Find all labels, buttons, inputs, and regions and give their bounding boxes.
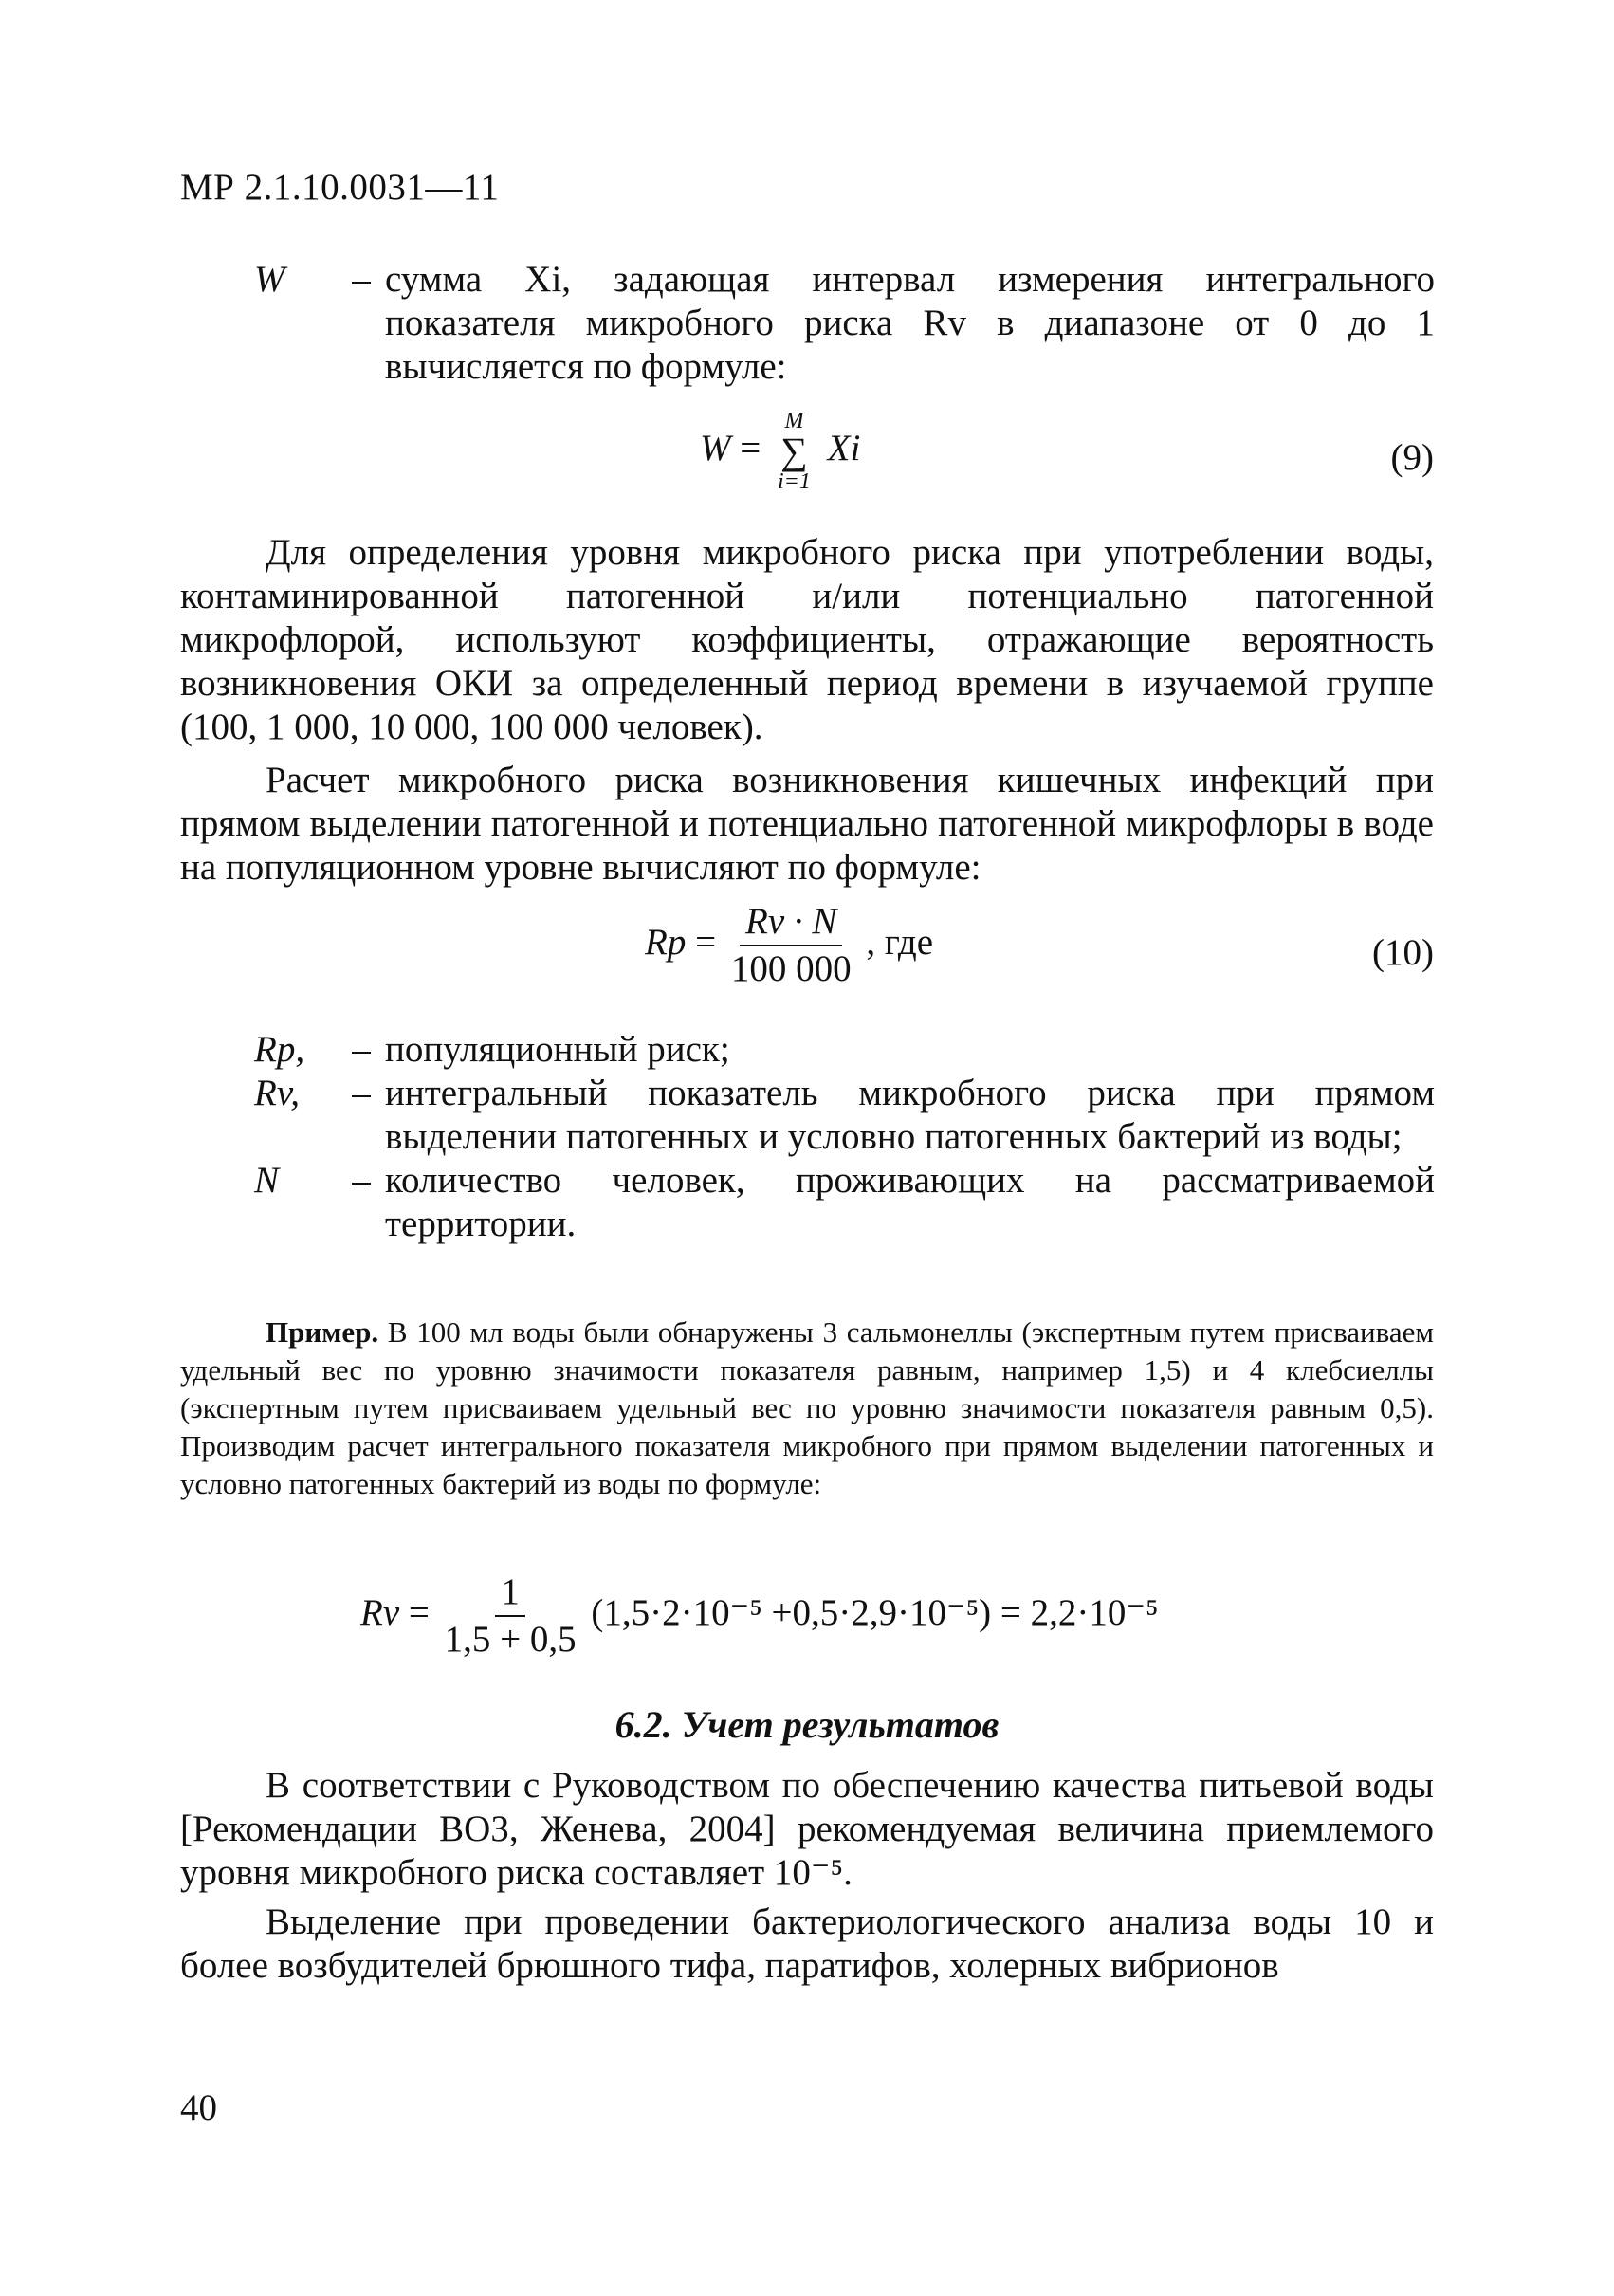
page-number: 40	[180, 2087, 217, 2128]
formula-lhs: Rp	[645, 921, 687, 963]
formula-lhs: Rv	[360, 1591, 400, 1633]
formula-tail: , где	[866, 921, 934, 963]
sum-lower-limit: i=1	[778, 469, 811, 494]
section-title: 6.2. Учет результатов	[614, 1703, 1000, 1746]
fraction-denominator: 1,5 + 0,5	[444, 1619, 577, 1660]
fraction-numerator: 1	[495, 1570, 525, 1617]
fraction	[439, 1570, 582, 1662]
formula-example	[360, 1570, 1159, 1662]
formula-lhs: W	[700, 427, 731, 468]
definitions-list	[254, 1028, 1435, 1246]
definition-symbol: N	[254, 1160, 280, 1201]
fraction	[725, 899, 857, 992]
formula-equals: =	[408, 1591, 430, 1633]
paragraph-isolation: Выделение при проведении бактериологического анализа воды 10 и более возбудителей брюшного тифа, паратифов, холерных вибрионов	[180, 1901, 1434, 1986]
sum-operator	[778, 410, 811, 493]
formula-9	[700, 410, 860, 493]
document-code-header: МР 2.1.10.0031—11	[180, 167, 500, 208]
definition-w	[254, 258, 1435, 389]
example-text: В 100 мл воды были обнаружены 3 сальмонеллы (экспертным путем присваиваем удельный вес по уровню значимости показателя равным, например 1,5) и 4 клебсиеллы (экспертным путем присваиваем удельный вес по уровню значимости показателя равным 0,5). Производим расчет интегрального показателя микробного при прямом выделении патогенных и условно патогенных бактерий из воды по формуле:	[180, 1315, 1435, 1500]
definition-dash: –	[352, 1160, 371, 1201]
example-note	[180, 1313, 1434, 1503]
definition-row	[254, 1159, 1435, 1246]
definition-symbol: Rp,	[254, 1029, 305, 1070]
definition-row	[254, 1028, 1435, 1072]
definition-row	[254, 1072, 1435, 1159]
definition-dash: –	[352, 1029, 371, 1070]
definition-dash: –	[352, 1073, 371, 1113]
equation-number-9: (9)	[1390, 437, 1434, 478]
fraction-denominator: 100 000	[730, 948, 852, 989]
definition-row	[254, 258, 1435, 389]
paragraph-who-recommendation: В соответствии с Руководством по обеспечению качества питьевой воды [Рекомендации ВОЗ, Женева, 2004] рекомендуемая величина приемлемого уровня микробного риска составляет 10⁻⁵.	[180, 1765, 1434, 1893]
paragraph-risk-level: Для определения уровня микробного риска при употреблении воды, контаминированной патогенной и/или потенциально патогенной микрофлорой, используют коэффициенты, отражающие вероятность возникновения ОКИ за определенный период времени в изучаемой группе (100, 1 000, 10 000, 100 000 человек).	[180, 532, 1434, 747]
formula-term: Xi	[827, 427, 861, 468]
formula-equals: =	[695, 921, 717, 963]
definition-text: популяционный риск;	[385, 1029, 730, 1070]
formula-10	[645, 899, 933, 992]
example-label: Пример.	[266, 1315, 379, 1349]
formula-equals: =	[740, 427, 761, 468]
definition-symbol: W	[254, 259, 285, 300]
definition-text: интегральный показатель микробного риска при прямом выделении патогенных и условно патогенных бактерий из воды;	[385, 1073, 1435, 1157]
definition-text: количество человек, проживающих на рассматриваемой территории.	[385, 1160, 1435, 1244]
definition-text: сумма Xi, задающая интервал измерения интегрального показателя микробного риска Rv в диапазоне от 0 до 1 вычисляется по формуле:	[385, 259, 1435, 387]
definition-symbol: Rv,	[254, 1073, 300, 1113]
sum-sign: ∑	[780, 430, 808, 472]
definition-dash: –	[352, 259, 371, 300]
paragraph-calculation: Расчет микробного риска возникновения кишечных инфекций при прямом выделении патогенной и потенциально патогенной микрофлоры в воде на популяционном уровне вычисляют по формуле:	[180, 760, 1434, 888]
formula-rest: (1,5·2·10⁻⁵ +0,5·2,9·10⁻⁵) = 2,2·10⁻⁵	[591, 1591, 1159, 1633]
sum-upper-limit: M	[784, 409, 804, 433]
fraction-numerator: Rv · N	[740, 899, 842, 946]
equation-number-10: (10)	[1372, 932, 1434, 973]
